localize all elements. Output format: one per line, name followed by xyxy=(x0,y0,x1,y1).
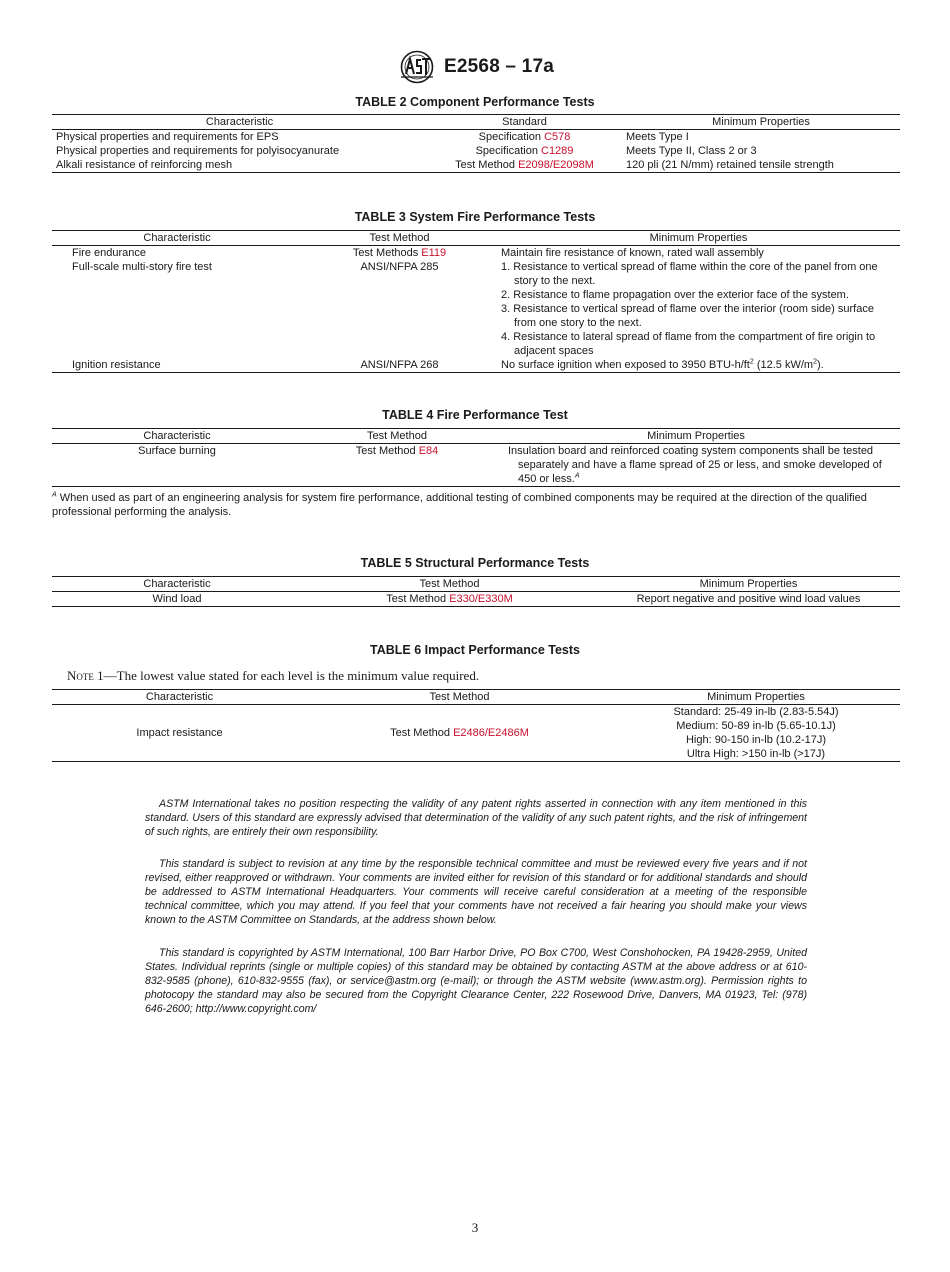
table6-note: Note 1—The lowest value stated for each level is the minimum value required. xyxy=(67,668,480,683)
cell-standard: Test Method E2098/E2098M xyxy=(455,159,594,171)
table4-col-min-properties: Minimum Properties xyxy=(492,429,900,444)
cell-min-properties xyxy=(612,705,900,762)
table-row xyxy=(52,246,900,261)
table4-title: TABLE 4 Fire Performance Test xyxy=(382,408,568,422)
cell-characteristic: Surface burning xyxy=(138,445,216,457)
table2-title: TABLE 2 Component Performance Tests xyxy=(355,95,595,109)
copyright-notice: This standard is copyrighted by ASTM International, 100 Barr Harbor Drive, PO Box C700, West Conshohocken, PA 19428-2959, United States. Individual reprints (single or multiple copies) of this standard may be obtained by contacting ASTM at the above address or at 610-832-9585 (phone), 610-832-9555 (fax), or service@astm.org (e-mail); or through the ASTM website (www.astm.org). Permission rights to photocopy the standard may also be secured from the Copyright Clearance Center, 222 Rosewood Drive, Danvers, MA 01923, Tel: (978) 646-2600; http://www.copyright.com/ xyxy=(145,947,807,1015)
table-row xyxy=(52,260,900,358)
test-method-link[interactable]: E330/E330M xyxy=(449,593,513,605)
cell-test-method: ANSI/NFPA 268 xyxy=(360,359,439,371)
table2-col-standard: Standard xyxy=(427,115,622,130)
cell-characteristic: Fire endurance xyxy=(72,247,146,259)
cell-test-method: Test Methods E119 xyxy=(352,247,447,259)
list-item: 2. Resistance to flame propagation over the exterior face of the system. xyxy=(501,289,849,301)
cell-characteristic: Wind load xyxy=(152,593,202,605)
cell-min-properties: Maintain fire resistance of known, rated wall assembly xyxy=(501,247,764,259)
table-row xyxy=(52,444,900,487)
table5-col-test-method: Test Method xyxy=(302,577,597,592)
table6-col-min-properties: Minimum Properties xyxy=(612,690,900,705)
cell-test-method: ANSI/NFPA 285 xyxy=(360,261,439,273)
standard-link[interactable]: C1289 xyxy=(541,145,574,157)
table4-col-characteristic: Characteristic xyxy=(52,429,302,444)
page-number: 3 xyxy=(471,1220,479,1235)
cell-characteristic: Ignition resistance xyxy=(72,359,161,371)
cell-characteristic: Physical properties and requirements for polyisocyanurate xyxy=(56,145,340,157)
table6 xyxy=(52,689,900,762)
table4 xyxy=(52,428,900,487)
impact-level: High: 90-150 in-lb (10.2-17J) xyxy=(685,734,827,746)
impact-level: Ultra High: >150 in-lb (>17J) xyxy=(686,748,826,760)
standard-link[interactable]: C578 xyxy=(544,131,571,143)
impact-level: Medium: 50-89 in-lb (5.65-10.1J) xyxy=(676,720,836,732)
cell-min-properties xyxy=(497,260,900,358)
test-method-link[interactable]: E119 xyxy=(421,247,447,259)
document-header xyxy=(0,50,950,84)
list-item: 1. Resistance to vertical spread of flame within the core of the panel from one story to the next. xyxy=(501,261,878,287)
table-row xyxy=(52,705,900,762)
table2 xyxy=(52,114,900,173)
revision-notice: This standard is subject to revision at any time by the responsible technical committee and must be reviewed every five years and if not revised, either reapproved or withdrawn. Your comments are invited either for revision of this standard or for additional standards and should be addressed to ASTM International Headquarters. Your comments will receive careful consideration at a meeting of the responsible technical committee, which you may attend. If you feel that your comments have not received a fair hearing you should make your views known to the ASTM Committee on Standards, at the address shown below. xyxy=(145,858,807,926)
astm-logo-icon xyxy=(396,50,438,84)
standard-link[interactable]: E2098/E2098M xyxy=(518,159,594,171)
cell-characteristic: Impact resistance xyxy=(136,727,223,739)
table4-footnote: $^A$ When used as part of an engineering analysis for system fire performance, additional testing of combined components may be required at the direction of the qualified professional performing the analysis. xyxy=(52,491,867,518)
table2-col-characteristic: Characteristic xyxy=(52,115,427,130)
cell-min-properties: Insulation board and reinforced coating system components shall be tested separately and have a flame spread of 25 or less, and smoke developed of 450 or less.$^A$ xyxy=(508,445,882,485)
table3-col-min-properties: Minimum Properties xyxy=(497,231,900,246)
test-method-link[interactable]: E2486/E2486M xyxy=(453,727,529,739)
cell-test-method: Test Method E330/E330M xyxy=(386,593,513,605)
list-item: 3. Resistance to vertical spread of flame over the interior (room side) surface from one story to the next. xyxy=(501,303,874,329)
table3-title: TABLE 3 System Fire Performance Tests xyxy=(354,210,596,224)
cell-test-method: Test Method E84 xyxy=(355,445,439,457)
impact-level: Standard: 25-49 in-lb (2.83-5.54J) xyxy=(673,706,839,718)
table5-col-characteristic: Characteristic xyxy=(52,577,302,592)
cell-test-method: Test Method E2486/E2486M xyxy=(390,727,529,739)
table-row xyxy=(52,358,900,373)
table-row xyxy=(52,130,900,145)
table5-title: TABLE 5 Structural Performance Tests xyxy=(360,556,590,570)
cell-characteristic: Physical properties and requirements for EPS xyxy=(56,131,279,143)
table5-col-min-properties: Minimum Properties xyxy=(597,577,900,592)
table5 xyxy=(52,576,900,607)
table-row xyxy=(52,592,900,607)
table-row xyxy=(52,158,900,173)
table3 xyxy=(52,230,900,373)
cell-min-properties: Report negative and positive wind load values xyxy=(636,593,861,605)
cell-min-properties: 120 pli (21 N/mm) retained tensile strength xyxy=(626,159,834,171)
table2-col-min-properties: Minimum Properties xyxy=(622,115,900,130)
cell-characteristic: Alkali resistance of reinforcing mesh xyxy=(56,159,233,171)
table6-title: TABLE 6 Impact Performance Tests xyxy=(369,643,581,657)
cell-min-properties: No surface ignition when exposed to 3950 BTU-$h/ft^2$ (12.5 $kW/m^2$). xyxy=(501,358,824,371)
list-item: 4. Resistance to lateral spread of flame from the compartment of fire origin to adjacent spaces xyxy=(501,331,876,357)
table6-col-test-method: Test Method xyxy=(307,690,612,705)
cell-min-properties: Meets Type II, Class 2 or 3 xyxy=(626,145,757,157)
table3-col-test-method: Test Method xyxy=(302,231,497,246)
table4-col-test-method: Test Method xyxy=(302,429,492,444)
cell-standard: Specification C1289 xyxy=(475,145,574,157)
cell-min-properties: Meets Type I xyxy=(626,131,689,143)
table3-col-characteristic: Characteristic xyxy=(52,231,302,246)
cell-characteristic: Full-scale multi-story fire test xyxy=(72,261,212,273)
patent-notice: ASTM International takes no position respecting the validity of any patent rights asserted in connection with any item mentioned in this standard. Users of this standard are expressly advised that determination of the validity of any such patent rights, and the risk of infringement of such rights, are entirely their own responsibility. xyxy=(145,798,807,838)
cell-standard: Specification C578 xyxy=(478,131,571,143)
table6-col-characteristic: Characteristic xyxy=(52,690,307,705)
standard-designation: E2568 – 17a xyxy=(444,56,554,77)
test-method-link[interactable]: E84 xyxy=(418,445,439,457)
table-row xyxy=(52,144,900,158)
